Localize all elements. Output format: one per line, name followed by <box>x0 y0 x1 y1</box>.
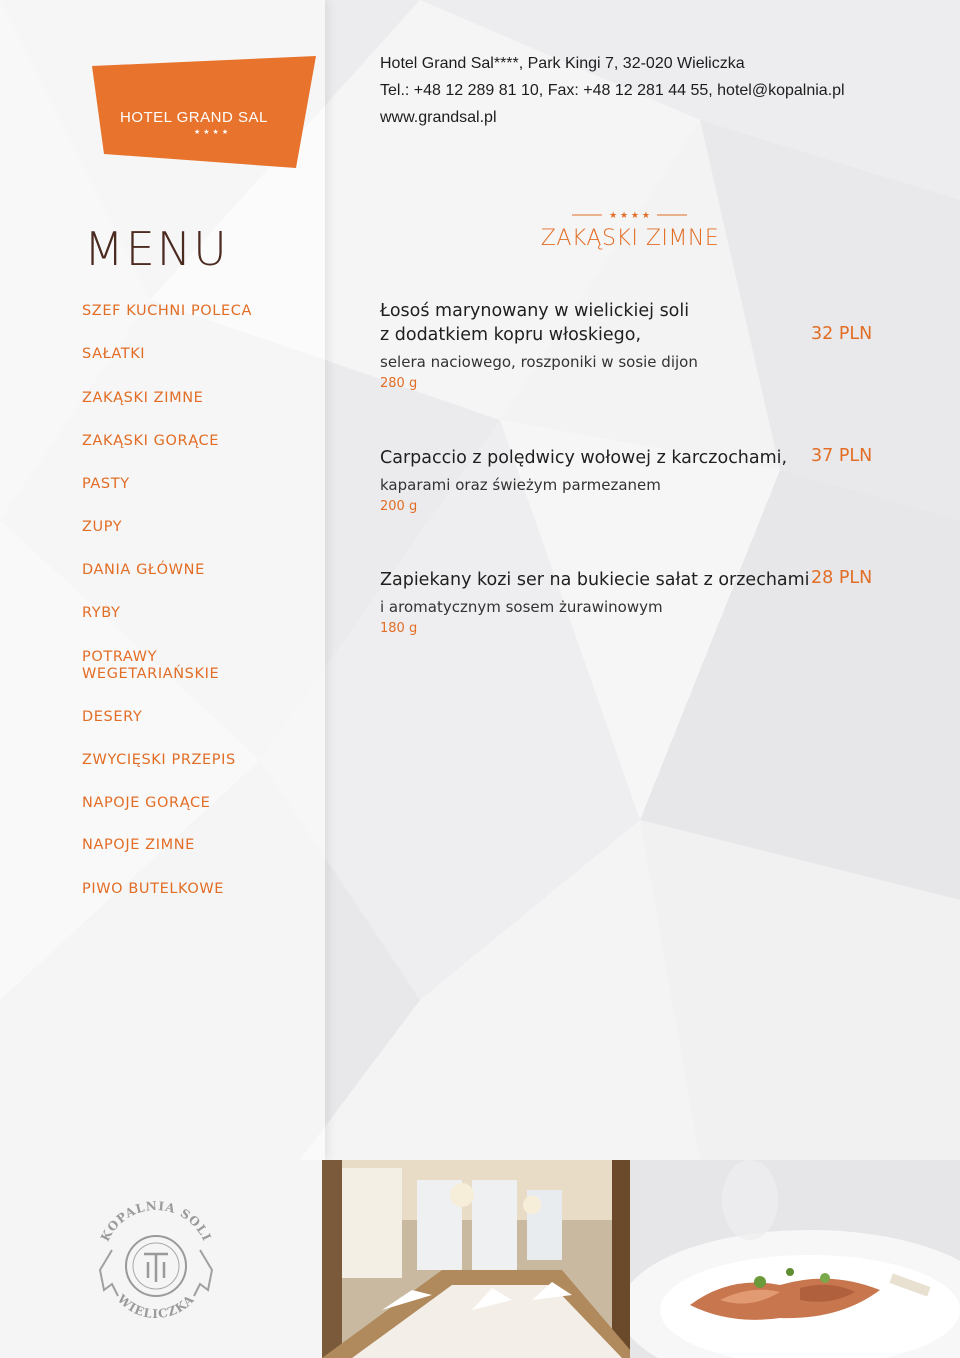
dish-weight: 180 g <box>380 621 418 636</box>
sidebar-item-napoje-gorace[interactable]: NAPOJE GORĄCE <box>82 795 211 811</box>
sidebar-item-desery[interactable]: DESERY <box>82 709 143 725</box>
food-photo <box>630 1160 960 1358</box>
sidebar-item-zakaski-zimne[interactable]: ZAKĄSKI ZIMNE <box>82 390 204 406</box>
logo-text: HOTEL GRAND SAL <box>120 109 268 126</box>
dish-description: selera naciowego, roszponiki w sosie dijon <box>380 353 698 371</box>
dish-item <box>380 299 880 391</box>
dish-name: Zapiekany kozi ser na bukiecie sałat z orzechami <box>380 570 810 590</box>
dish-item <box>380 568 880 636</box>
dish-name: Łosoś marynowany w wielickiej soli z dodatkiem kopru włoskiego, <box>380 301 690 345</box>
seal-top-text: KOPALNIA SOLI <box>97 1200 215 1244</box>
section-ornament <box>572 206 687 222</box>
dish-description: i aromatycznym sosem żurawinowym <box>380 598 663 616</box>
dish-item <box>380 446 880 514</box>
sidebar-panel <box>0 0 325 1160</box>
sidebar-item-salatki[interactable]: SAŁATKI <box>82 346 146 362</box>
sidebar-item-dania-glowne[interactable]: DANIA GŁÓWNE <box>82 562 205 578</box>
contact-phone-email[interactable]: Tel.: +48 12 289 81 10, Fax: +48 12 281 44 55, hotel@kopalnia.pl <box>380 82 845 99</box>
dish-weight: 280 g <box>380 376 418 391</box>
ornament-stars: ★ ★ ★ ★ <box>609 211 650 221</box>
sidebar-item-piwo-butelkowe[interactable]: PIWO BUTELKOWE <box>82 881 225 897</box>
dish-description: kaparami oraz świeżym parmezanem <box>380 476 661 494</box>
sidebar-item-pasty[interactable]: PASTY <box>82 476 130 492</box>
section-title: ZAKĄSKI ZIMNE <box>540 226 720 251</box>
restaurant-photo <box>322 1160 637 1358</box>
dish-price: 28 PLN <box>811 568 873 588</box>
dish-price: 32 PLN <box>811 324 873 344</box>
contact-address: Hotel Grand Sal****, Park Kingi 7, 32-020 Wieliczka <box>380 55 745 72</box>
dish-price: 37 PLN <box>811 446 873 466</box>
hotel-logo <box>90 52 318 170</box>
dish-weight: 200 g <box>380 499 418 514</box>
kopalnia-soli-seal <box>82 1200 230 1328</box>
sidebar-item-zwycieski-przepis[interactable]: ZWYCIĘSKI PRZEPIS <box>82 752 236 768</box>
sidebar-item-potrawy-wegetarianskie[interactable]: POTRAWY WEGETARIAŃSKIE <box>82 649 220 682</box>
menu-title: MENU <box>84 222 229 276</box>
contact-block <box>380 50 845 131</box>
svg-text:KOPALNIA SOLI <box>98 1200 214 1244</box>
dish-name: Carpaccio z polędwicy wołowej z karczochami, <box>380 448 788 468</box>
sidebar-item-zupy[interactable]: ZUPY <box>82 519 123 535</box>
contact-website[interactable]: www.grandsal.pl <box>380 109 497 126</box>
sidebar-item-ryby[interactable]: RYBY <box>82 605 121 621</box>
sidebar-item-napoje-zimne[interactable]: NAPOJE ZIMNE <box>82 837 195 853</box>
sidebar-item-szef-kuchni-poleca[interactable]: SZEF KUCHNI POLECA <box>82 303 252 319</box>
seal-bottom-text: WIELICZKA <box>114 1291 198 1322</box>
sidebar-item-zakaski-gorace[interactable]: ZAKĄSKI GORĄCE <box>82 433 219 449</box>
logo-stars: ★★★★ <box>194 128 232 136</box>
